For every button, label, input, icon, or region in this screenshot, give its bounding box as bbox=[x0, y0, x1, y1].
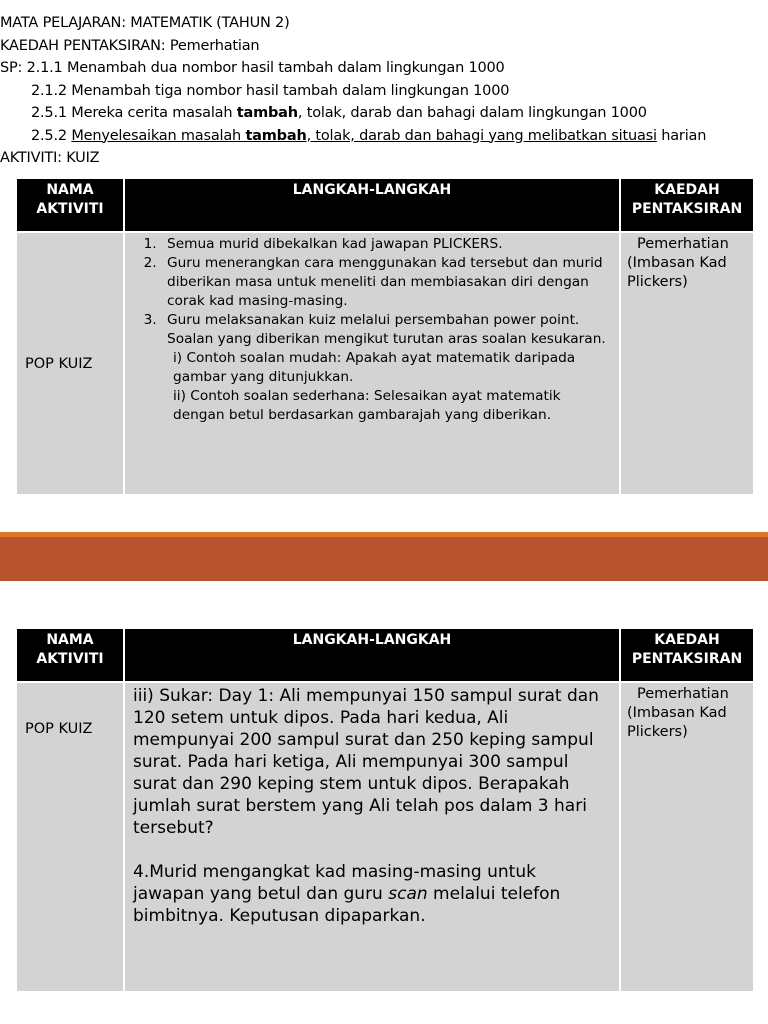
lesson-header bbox=[0, 12, 768, 170]
step-4-paragraph: 4.Murid mengangkat kad masing-masing untuk jawapan yang betul dan guru scan melalui telefon bimbitnya. Keputusan dipaparkan. bbox=[133, 862, 561, 926]
step-item: 3. Guru melaksanakan kuiz melalui persembahan power point. Soalan yang diberikan mengikut turutan aras soalan kesukaran. bbox=[161, 311, 613, 349]
assessment-method-line: KAEDAH PENTAKSIRAN: Pemerhatian bbox=[0, 37, 260, 54]
assessment-cell bbox=[620, 682, 754, 992]
step-item: 1. Semua murid dibekalkan kad jawapan PLICKERS. bbox=[161, 235, 613, 254]
header-assessment: KAEDAH PENTAKSIRAN bbox=[620, 178, 754, 232]
standard-line-4-bold: tambah bbox=[245, 127, 307, 144]
assessment-line-2: (Imbasan Kad Plickers) bbox=[627, 255, 727, 290]
standard-line-2: 2.1.2 Menambah tiga nombor hasil tambah dalam lingkungan 1000 bbox=[31, 82, 510, 99]
header-assessment: KAEDAH PENTAKSIRAN bbox=[620, 628, 754, 682]
assessment-line-1: Pemerhatian bbox=[637, 236, 729, 252]
standard-line-4-underlined-a: Menyelesaikan masalah tambah, tolak, darab dan bahagi yang melibatkan situasi bbox=[71, 127, 657, 144]
sub-step-easy: i) Contoh soalan mudah: Apakah ayat matematik daripada gambar yang ditunjukkan. bbox=[173, 350, 576, 385]
steps-cell bbox=[124, 232, 620, 495]
header-steps: LANGKAH-LANGKAH bbox=[124, 178, 620, 232]
activity-table-2 bbox=[15, 627, 755, 993]
assessment-line-1: Pemerhatian bbox=[637, 686, 729, 702]
steps-list bbox=[133, 235, 613, 349]
slide-divider-band bbox=[0, 532, 768, 581]
standard-line-3-suffix: , tolak, darab dan bahagi dalam lingkungan 1000 bbox=[297, 105, 647, 121]
hard-question-paragraph: iii) Sukar: Day 1: Ali mempunyai 150 sampul surat dan 120 setem untuk dipos. Pada hari kedua, Ali mempunyai 200 sampul surat dan 250 keping sampul surat. Pada hari ketiga, Ali mempunyai 300 sampul surat dan 290 keping stem untuk dipos. Berapakah jumlah surat berstem yang Ali telah pos dalam 3 hari tersebut? bbox=[133, 686, 599, 838]
standard-line-3-prefix: 2.5.1 Mereka cerita masalah bbox=[31, 105, 237, 121]
scan-italic: scan bbox=[388, 884, 428, 904]
activity-name-cell: POP KUIZ bbox=[16, 682, 124, 992]
steps-cell bbox=[124, 682, 620, 992]
activity-line: AKTIVITI: KUIZ bbox=[0, 150, 100, 166]
standard-line-1: SP: 2.1.1 Menambah dua nombor hasil tambah dalam lingkungan 1000 bbox=[0, 60, 505, 76]
header-activity-name: NAMA AKTIVITI bbox=[16, 178, 124, 232]
step-item: 2. Guru menerangkan cara menggunakan kad tersebut dan murid diberikan masa untuk meneliti dan membiasakan diri dengan corak kad masing-masing. bbox=[161, 254, 613, 311]
activity-table-1 bbox=[15, 177, 755, 496]
sub-step-medium: ii) Contoh soalan sederhana: Selesaikan ayat matematik dengan betul berdasarkan gambarajah yang diberikan. bbox=[173, 388, 561, 423]
standard-line-4-suffix: harian bbox=[656, 127, 707, 144]
header-activity-name: NAMA AKTIVITI bbox=[16, 628, 124, 682]
assessment-line-2: (Imbasan Kad Plickers) bbox=[627, 705, 727, 740]
standard-line-3 bbox=[0, 102, 768, 125]
assessment-cell bbox=[620, 232, 754, 495]
standard-line-4-prefix: 2.5.2 bbox=[31, 127, 72, 144]
standard-line-4 bbox=[0, 125, 768, 148]
subject-line: MATA PELAJARAN: MATEMATIK (TAHUN 2) bbox=[0, 15, 290, 31]
activity-name-cell: POP KUIZ bbox=[16, 232, 124, 495]
header-steps: LANGKAH-LANGKAH bbox=[124, 628, 620, 682]
standard-line-3-bold: tambah bbox=[236, 105, 298, 121]
